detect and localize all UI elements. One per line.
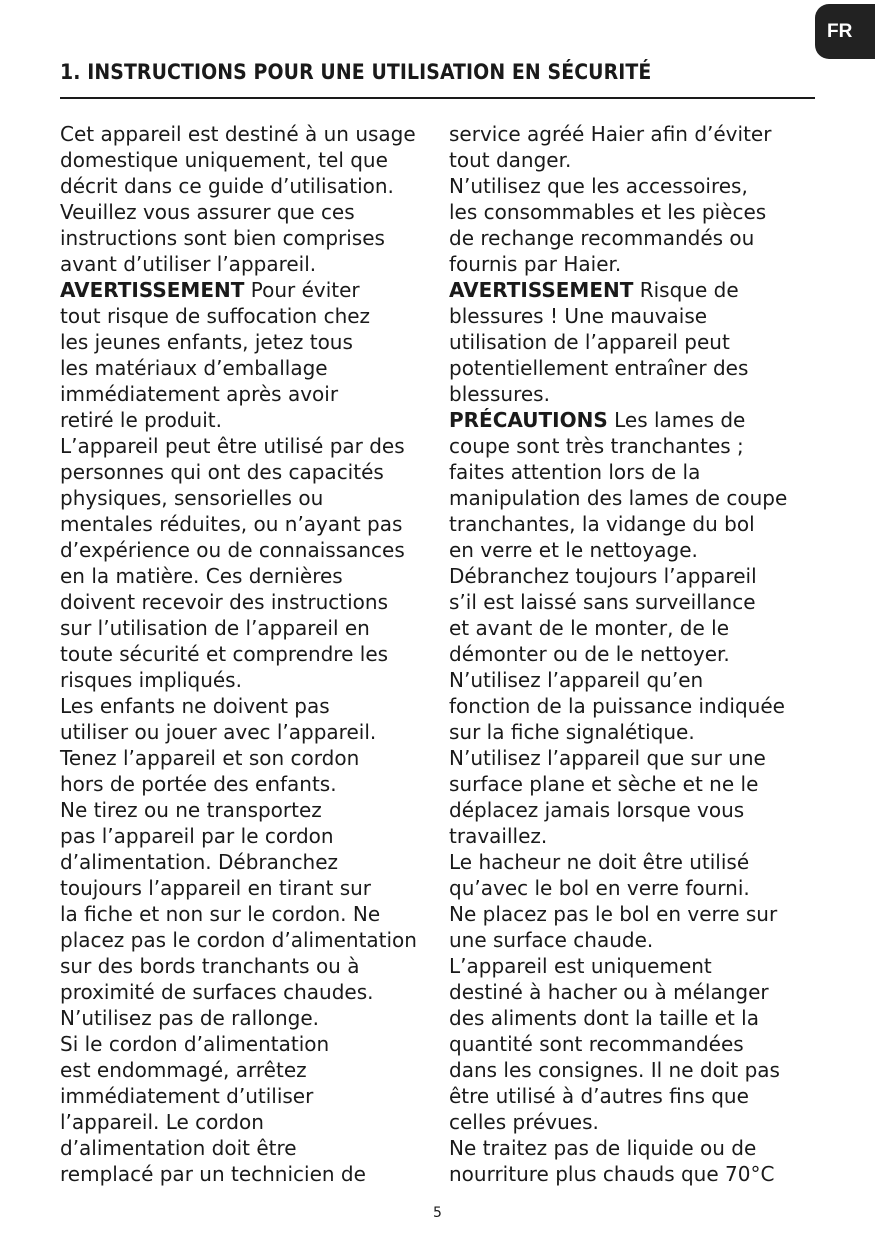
line-text: qu’avec le bol en verre fourni. <box>449 876 750 900</box>
line-text: fournis par Haier. <box>449 252 622 276</box>
line-text: fonction de la puissance indiquée <box>449 694 785 718</box>
line-text: avant d’utiliser l’appareil. <box>60 252 317 276</box>
line-text: L’appareil est uniquement <box>449 954 712 978</box>
text-line <box>449 1161 819 1187</box>
text-line <box>60 329 445 355</box>
text-line <box>60 537 445 563</box>
line-text: Débranchez toujours l’appareil <box>449 564 757 588</box>
line-text: Si le cordon d’alimentation <box>60 1032 330 1056</box>
text-line <box>60 563 445 589</box>
line-text: potentiellement entraîner des <box>449 356 749 380</box>
line-text: d’alimentation doit être <box>60 1136 297 1160</box>
line-text: sur l’utilisation de l’appareil en <box>60 616 370 640</box>
line-text: coupe sont très tranchantes ; <box>449 434 744 458</box>
line-text: Les enfants ne doivent pas <box>60 694 330 718</box>
line-text: tout risque de suffocation chez <box>60 304 371 328</box>
text-line <box>60 745 445 771</box>
line-text: immédiatement d’utiliser <box>60 1084 314 1108</box>
line-text: N’utilisez l’appareil que sur une <box>449 746 766 770</box>
text-line <box>60 1109 445 1135</box>
text-line <box>449 173 819 199</box>
text-line <box>449 277 819 303</box>
line-text: démonter ou de le nettoyer. <box>449 642 730 666</box>
text-line <box>60 875 445 901</box>
line-text: utiliser ou jouer avec l’appareil. <box>60 720 377 744</box>
text-line <box>60 1083 445 1109</box>
line-text: Veuillez vous assurer que ces <box>60 200 355 224</box>
line-text: placez pas le cordon d’alimentation <box>60 928 417 952</box>
text-line <box>449 1109 819 1135</box>
text-line <box>60 173 445 199</box>
line-text: décrit dans ce guide d’utilisation. <box>60 174 394 198</box>
text-line <box>449 329 819 355</box>
text-line <box>449 771 819 797</box>
text-line <box>60 1031 445 1057</box>
text-line <box>449 823 819 849</box>
line-text: des aliments dont la taille et la <box>449 1006 759 1030</box>
text-line <box>449 719 819 745</box>
language-label: FR <box>827 20 853 42</box>
text-line <box>60 277 445 303</box>
line-text: tout danger. <box>449 148 572 172</box>
line-text: les jeunes enfants, jetez tous <box>60 330 353 354</box>
bold-label: PRÉCAUTIONS <box>449 408 608 432</box>
line-text: toujours l’appareil en tirant sur <box>60 876 372 900</box>
text-line <box>449 1135 819 1161</box>
line-text: doivent recevoir des instructions <box>60 590 388 614</box>
line-text: service agréé Haier afin d’éviter <box>449 122 772 146</box>
line-text: la fiche et non sur le cordon. Ne <box>60 902 381 926</box>
line-text: personnes qui ont des capacités <box>60 460 384 484</box>
line-text: l’appareil. Le cordon <box>60 1110 264 1134</box>
line-text: travaillez. <box>449 824 548 848</box>
text-line <box>449 485 819 511</box>
text-line <box>449 563 819 589</box>
text-line <box>449 407 819 433</box>
line-text: N’utilisez que les accessoires, <box>449 174 748 198</box>
line-text: en verre et le nettoyage. <box>449 538 698 562</box>
line-text: manipulation des lames de coupe <box>449 486 788 510</box>
text-line <box>449 1031 819 1057</box>
text-line <box>60 199 445 225</box>
text-line <box>60 381 445 407</box>
text-line <box>60 251 445 277</box>
line-text: N’utilisez l’appareil qu’en <box>449 668 704 692</box>
line-text: sur la fiche signalétique. <box>449 720 695 744</box>
title-divider <box>60 97 815 99</box>
line-text: instructions sont bien comprises <box>60 226 385 250</box>
text-line <box>449 979 819 1005</box>
line-text: destiné à hacher ou à mélanger <box>449 980 769 1004</box>
text-line <box>449 225 819 251</box>
line-text: Cet appareil est destiné à un usage <box>60 122 416 146</box>
text-line <box>60 823 445 849</box>
text-line <box>60 1135 445 1161</box>
text-line <box>449 251 819 277</box>
right-column <box>449 121 819 1187</box>
text-line <box>449 693 819 719</box>
line-text: est endommagé, arrêtez <box>60 1058 307 1082</box>
text-line <box>60 771 445 797</box>
line-text: Ne traitez pas de liquide ou de <box>449 1136 757 1160</box>
line-text: en la matière. Ces dernières <box>60 564 343 588</box>
left-column <box>60 121 445 1187</box>
line-text: Tenez l’appareil et son cordon <box>60 746 360 770</box>
text-line <box>60 485 445 511</box>
line-text: remplacé par un technicien de <box>60 1162 366 1186</box>
line-text: risques impliqués. <box>60 668 242 692</box>
text-line <box>60 1057 445 1083</box>
text-line <box>60 511 445 537</box>
line-text: tranchantes, la vidange du bol <box>449 512 755 536</box>
line-text: blessures. <box>449 382 550 406</box>
text-line <box>60 225 445 251</box>
text-line <box>449 537 819 563</box>
text-line <box>449 303 819 329</box>
text-line <box>449 147 819 173</box>
text-line <box>60 849 445 875</box>
text-line <box>449 589 819 615</box>
line-text: les matériaux d’emballage <box>60 356 328 380</box>
line-text: nourriture plus chauds que 70°C <box>449 1162 775 1186</box>
text-line <box>449 511 819 537</box>
line-text: physiques, sensorielles ou <box>60 486 324 510</box>
text-line <box>60 407 445 433</box>
text-line <box>60 303 445 329</box>
text-line <box>449 1005 819 1031</box>
line-text: surface plane et sèche et ne le <box>449 772 759 796</box>
line-text: Le hacheur ne doit être utilisé <box>449 850 750 874</box>
bold-label: AVERTISSEMENT <box>60 278 245 302</box>
line-text: celles prévues. <box>449 1110 599 1134</box>
line-text: retiré le produit. <box>60 408 222 432</box>
line-text: quantité sont recommandées <box>449 1032 744 1056</box>
text-line <box>449 381 819 407</box>
text-line <box>449 1083 819 1109</box>
line-text: faites attention lors de la <box>449 460 701 484</box>
text-line <box>449 641 819 667</box>
line-text: L’appareil peut être utilisé par des <box>60 434 405 458</box>
line-text: pas l’appareil par le cordon <box>60 824 334 848</box>
text-line <box>449 355 819 381</box>
text-line <box>60 667 445 693</box>
text-line <box>60 641 445 667</box>
line-text: blessures ! Une mauvaise <box>449 304 708 328</box>
line-text: déplacez jamais lorsque vous <box>449 798 745 822</box>
text-line <box>449 121 819 147</box>
line-text: être utilisé à d’autres fins que <box>449 1084 749 1108</box>
text-line <box>449 745 819 771</box>
text-line <box>449 615 819 641</box>
text-line <box>449 433 819 459</box>
line-text: s’il est laissé sans surveillance <box>449 590 756 614</box>
line-text: Ne tirez ou ne transportez <box>60 798 322 822</box>
line-text: Pour éviter <box>244 278 360 302</box>
bold-label: AVERTISSEMENT <box>449 278 634 302</box>
text-line <box>60 719 445 745</box>
text-line <box>60 615 445 641</box>
text-line <box>449 797 819 823</box>
line-text: les consommables et les pièces <box>449 200 767 224</box>
language-tab <box>815 4 875 59</box>
text-line <box>449 927 819 953</box>
text-line <box>60 355 445 381</box>
line-text: sur des bords tranchants ou à <box>60 954 360 978</box>
line-text: dans les consignes. Il ne doit pas <box>449 1058 780 1082</box>
line-text: immédiatement après avoir <box>60 382 339 406</box>
line-text: mentales réduites, ou n’ayant pas <box>60 512 403 536</box>
line-text: Risque de <box>633 278 739 302</box>
text-line <box>449 849 819 875</box>
text-line <box>60 1005 445 1031</box>
text-line <box>60 693 445 719</box>
line-text: proximité de surfaces chaudes. <box>60 980 374 1004</box>
line-text: N’utilisez pas de rallonge. <box>60 1006 320 1030</box>
line-text: d’expérience ou de connaissances <box>60 538 405 562</box>
text-line <box>60 433 445 459</box>
text-line <box>449 667 819 693</box>
section-title: 1. INSTRUCTIONS POUR UNE UTILISATION EN SÉCURITÉ <box>60 60 652 84</box>
text-line <box>449 953 819 979</box>
text-line <box>60 797 445 823</box>
line-text: domestique uniquement, tel que <box>60 148 388 172</box>
text-line <box>60 121 445 147</box>
text-line <box>60 953 445 979</box>
line-text: hors de portée des enfants. <box>60 772 337 796</box>
line-text: Ne placez pas le bol en verre sur <box>449 902 778 926</box>
text-line <box>60 1161 445 1187</box>
line-text: une surface chaude. <box>449 928 654 952</box>
text-line <box>449 875 819 901</box>
page-number: 5 <box>433 1205 442 1221</box>
text-line <box>60 459 445 485</box>
text-line <box>449 199 819 225</box>
text-line <box>449 901 819 927</box>
line-text: toute sécurité et comprendre les <box>60 642 389 666</box>
text-line <box>60 927 445 953</box>
text-line <box>60 901 445 927</box>
line-text: et avant de le monter, de le <box>449 616 729 640</box>
text-line <box>449 459 819 485</box>
line-text: Les lames de <box>607 408 746 432</box>
text-line <box>60 979 445 1005</box>
line-text: de rechange recommandés ou <box>449 226 755 250</box>
text-line <box>449 1057 819 1083</box>
text-line <box>60 589 445 615</box>
text-line <box>60 147 445 173</box>
line-text: utilisation de l’appareil peut <box>449 330 730 354</box>
line-text: d’alimentation. Débranchez <box>60 850 339 874</box>
